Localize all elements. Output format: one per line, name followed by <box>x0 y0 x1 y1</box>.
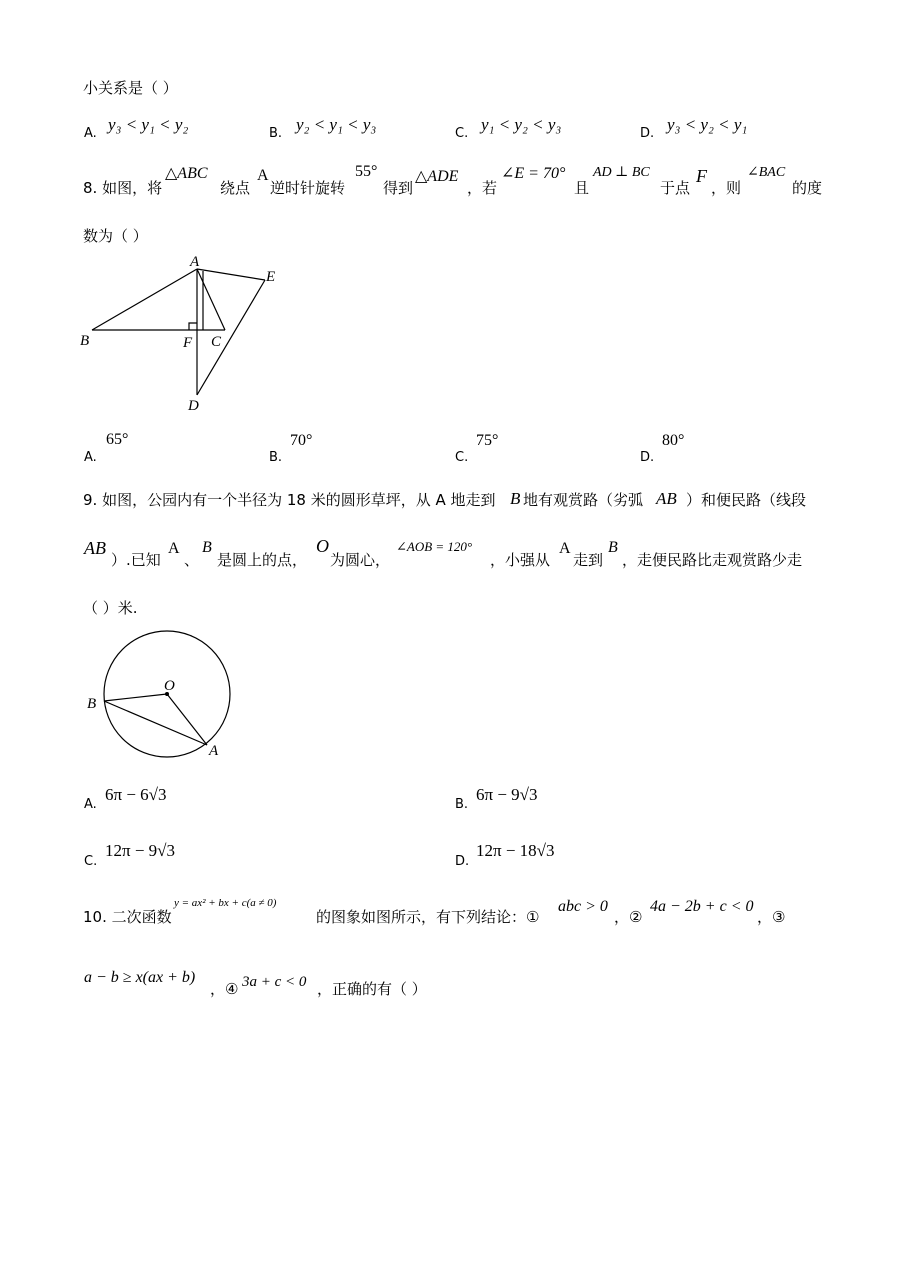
segment-bo <box>104 694 167 701</box>
q9-math-b: B <box>202 539 212 556</box>
q10-text-4: ，③ <box>757 908 786 926</box>
q7-option-d-expr: y₃ < y₂ < y₁ <box>667 115 748 134</box>
q7-option-c-letter: C. <box>455 126 469 141</box>
q10-text-2: 的图象如图所示，有下列结论：① <box>316 908 540 926</box>
q9-text-2e: ，小强从 <box>490 551 551 569</box>
q8-option-a-letter: A. <box>84 450 97 465</box>
segment-oa <box>167 694 207 745</box>
q9-option-c-letter: C. <box>84 854 98 869</box>
q8-text-2: 绕点 <box>220 179 251 197</box>
q8-math-55deg: 55° <box>355 163 378 180</box>
segment-ac <box>197 269 225 330</box>
label-a: A <box>190 254 200 270</box>
q8-math-triangle-ade: △ADE <box>415 168 459 185</box>
label-d: D <box>188 398 199 414</box>
segment-ba <box>92 269 197 330</box>
q10-text-5: ，④ <box>210 980 239 998</box>
q9-text-2g: ，走便民路比走观赏路少走 <box>622 551 803 569</box>
q9-option-b-letter: B. <box>455 797 469 812</box>
q8-option-b-expr: 70° <box>290 432 313 449</box>
segment-de <box>197 280 265 395</box>
q8-text-4: 得到 <box>383 179 414 197</box>
q9-math-b2: B <box>608 539 618 556</box>
q9-math-a: A <box>168 540 180 557</box>
q9-math-b: B <box>510 489 521 508</box>
q9-math-angle-aob: ∠AOB = 120° <box>396 539 473 554</box>
q8-text-6: 且 <box>574 179 590 197</box>
q10-math-function: y = ax² + bx + c(a ≠ 0) <box>174 897 277 909</box>
q9-math-o: O <box>316 536 329 556</box>
q9-text-2f: 走到 <box>573 551 604 569</box>
q10-text-1: 10. 二次函数 <box>83 908 172 926</box>
q7-question-tail: 小关系是（ ） <box>83 79 178 97</box>
q7-option-d-letter: D. <box>640 126 655 141</box>
label-c: C <box>211 334 222 350</box>
label-o: O <box>164 678 175 694</box>
q8-math-triangle-abc: △ABC <box>165 165 208 182</box>
q9-text-2b: 、 <box>184 551 200 569</box>
q9-option-a-expr: 6π − 6√3 <box>105 785 167 804</box>
q10-math-3ac: 3a + c < 0 <box>242 974 307 990</box>
q7-option-a-expr: y₃ < y₁ < y₂ <box>108 115 189 134</box>
q8-option-c-letter: C. <box>455 450 469 465</box>
q9-option-a-letter: A. <box>84 797 97 812</box>
q10-math-4a2bc: 4a − 2b + c < 0 <box>650 898 754 915</box>
q10-math-abc: abc > 0 <box>558 898 608 915</box>
q8-text-1: 8. 如图，将 <box>83 179 163 197</box>
q7-option-b-letter: B. <box>269 126 283 141</box>
label-e: E <box>266 269 276 285</box>
q9-math-arc-ab: AB <box>656 489 677 508</box>
q9-text-1a: 9. 如图，公园内有一个半径为 18 米的圆形草坪，从 A 地走到 <box>83 491 496 509</box>
q9-text-2a: ）.已知 <box>111 551 161 569</box>
segment-ba <box>104 701 207 745</box>
q7-option-a-letter: A. <box>84 126 97 141</box>
q8-option-a-expr: 65° <box>106 431 129 448</box>
segment-ae <box>197 269 265 280</box>
label-a: A <box>209 743 219 759</box>
q8-text-7: 于点 <box>660 179 691 197</box>
q10-text-3: ，② <box>614 908 643 926</box>
q8-triangle-figure <box>78 250 298 415</box>
q9-math-a2: A <box>559 540 571 557</box>
q9-math-segment-ab: AB <box>84 538 106 558</box>
label-b: B <box>80 333 90 349</box>
q9-option-c-expr: 12π − 9√3 <box>105 841 176 860</box>
q9-circle-figure <box>78 628 243 763</box>
q8-math-f: F <box>696 166 707 186</box>
q9-text-2d: 为圆心， <box>330 551 391 569</box>
q8-math-perp: AD ⊥ BC <box>593 165 650 180</box>
q8-math-angle-e: ∠E = 70° <box>501 165 566 182</box>
q8-text-5: ，若 <box>467 179 498 197</box>
q8-option-d-letter: D. <box>640 450 655 465</box>
q8-text-3: 逆时针旋转 <box>270 179 346 197</box>
q8-text-9: 的度 <box>792 179 823 197</box>
q7-option-c-expr: y₁ < y₂ < y₃ <box>481 115 562 134</box>
q8-option-b-letter: B. <box>269 450 283 465</box>
right-angle-mark <box>189 323 197 330</box>
q9-option-d-expr: 12π − 18√3 <box>476 841 555 860</box>
q8-option-c-expr: 75° <box>476 432 499 449</box>
q9-text-line3: （ ）米. <box>83 599 138 617</box>
label-b: B <box>87 696 97 712</box>
q10-text-6: ，正确的有（ ） <box>317 980 427 998</box>
q9-text-1c: 地有观赏路（劣弧 <box>523 491 644 509</box>
q9-text-2c: 是圆上的点， <box>217 551 308 569</box>
label-f: F <box>183 335 193 351</box>
q8-text-line2: 数为（ ） <box>83 227 148 245</box>
q9-text-1e: ）和便民路（线段 <box>686 491 807 509</box>
q9-option-b-expr: 6π − 9√3 <box>476 785 538 804</box>
q9-option-d-letter: D. <box>455 854 470 869</box>
q8-math-angle-bac: ∠BAC <box>747 165 786 180</box>
q10-math-ab-ineq: a − b ≥ x(ax + b) <box>84 969 196 986</box>
q7-option-b-expr: y₂ < y₁ < y₃ <box>296 115 377 134</box>
q8-option-d-expr: 80° <box>662 432 685 449</box>
q8-text-8: ，则 <box>711 179 742 197</box>
q8-math-a: A <box>257 167 269 184</box>
